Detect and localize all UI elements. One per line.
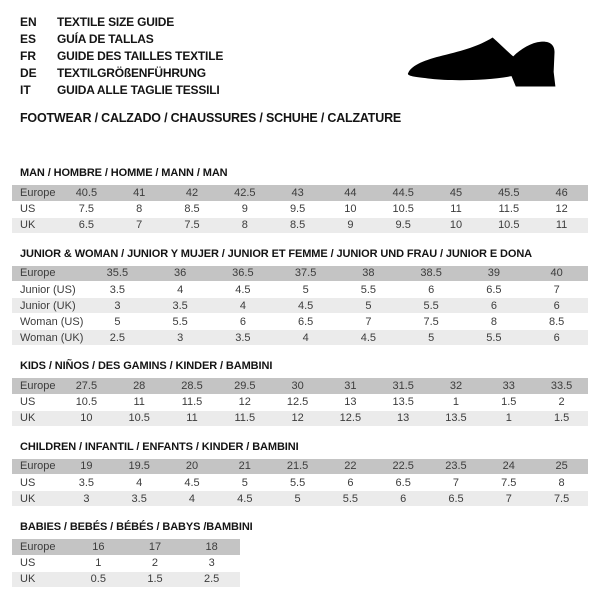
size-cell: 25 [535, 459, 588, 475]
size-cell: 1.5 [535, 410, 588, 426]
size-cell: 20 [166, 459, 219, 475]
size-cell: 46 [535, 185, 588, 201]
size-table-section [12, 440, 588, 508]
size-cell: 6.5 [463, 282, 526, 298]
size-cell: 40 [525, 266, 588, 282]
size-cell: 12.5 [324, 410, 377, 426]
size-cell: 10 [324, 201, 377, 217]
size-cell: 5.5 [324, 491, 377, 507]
size-cell: 3 [149, 330, 212, 346]
size-cell: 6.5 [60, 217, 113, 233]
size-cell: 4 [166, 491, 219, 507]
size-cell: 24 [482, 459, 535, 475]
row-label: US [12, 394, 60, 410]
size-table-section [12, 359, 588, 427]
language-row [20, 48, 223, 65]
size-table [12, 185, 588, 234]
row-label: Europe [12, 459, 60, 475]
size-cell: 11.5 [482, 201, 535, 217]
size-cell: 0.5 [70, 571, 127, 587]
size-cell: 35.5 [86, 266, 149, 282]
size-cell: 7 [430, 475, 483, 491]
size-cell: 3.5 [149, 298, 212, 314]
size-cell: 12 [271, 410, 324, 426]
size-cell: 19.5 [113, 459, 166, 475]
size-cell: 6 [463, 298, 526, 314]
table-title: MAN / HOMBRE / HOMME / MANN / MAN [20, 167, 228, 179]
shoe-icon [398, 33, 570, 97]
language-label: GUIDA ALLE TAGLIE TESSILI [57, 83, 220, 97]
language-label: TEXTILGRÖßENFÜHRUNG [57, 66, 206, 80]
size-cell: 7 [482, 491, 535, 507]
size-cell: 2 [535, 394, 588, 410]
size-cell: 4 [113, 475, 166, 491]
size-cell: 12 [535, 201, 588, 217]
row-label: Junior (UK) [12, 298, 86, 314]
size-cell: 36 [149, 266, 212, 282]
table-row [12, 571, 240, 587]
size-cell: 13 [324, 394, 377, 410]
table-row [12, 201, 588, 217]
size-cell: 9 [324, 217, 377, 233]
size-cell: 21.5 [271, 459, 324, 475]
size-table [12, 266, 588, 347]
size-cell: 7 [113, 217, 166, 233]
language-label: GUIDE DES TAILLES TEXTILE [57, 49, 224, 63]
table-row [12, 282, 588, 298]
size-cell: 3.5 [113, 491, 166, 507]
size-cell: 9.5 [271, 201, 324, 217]
size-cell: 6 [400, 282, 463, 298]
table-row [12, 459, 588, 475]
size-cell: 44 [324, 185, 377, 201]
size-cell: 22 [324, 459, 377, 475]
size-cell: 8 [535, 475, 588, 491]
size-cell: 43 [271, 185, 324, 201]
size-cell: 2.5 [183, 571, 240, 587]
size-cell: 11 [535, 217, 588, 233]
language-label: TEXTILE SIZE GUIDE [57, 15, 175, 29]
size-cell: 45.5 [482, 185, 535, 201]
size-cell: 1.5 [127, 571, 184, 587]
size-table-section [12, 166, 588, 234]
language-code: EN [20, 15, 37, 29]
table-row [12, 491, 588, 507]
table-row [12, 475, 588, 491]
table-row [12, 217, 588, 233]
size-cell: 1 [430, 394, 483, 410]
size-cell: 6.5 [274, 314, 337, 330]
size-cell: 4.5 [337, 330, 400, 346]
size-cell: 41 [113, 185, 166, 201]
size-cell: 6.5 [377, 475, 430, 491]
table-row [12, 314, 588, 330]
table-row [12, 298, 588, 314]
size-cell: 2 [127, 555, 184, 571]
size-cell: 31 [324, 378, 377, 394]
size-cell: 30 [271, 378, 324, 394]
language-row [20, 31, 223, 48]
language-row [20, 14, 223, 31]
size-table [12, 378, 588, 427]
row-label: Junior (US) [12, 282, 86, 298]
size-cell: 39 [463, 266, 526, 282]
size-cell: 45 [430, 185, 483, 201]
size-cell: 4.5 [166, 475, 219, 491]
size-cell: 44.5 [377, 185, 430, 201]
size-cell: 12.5 [271, 394, 324, 410]
size-cell: 16 [70, 539, 127, 555]
size-cell: 4.5 [212, 282, 275, 298]
size-cell: 12 [218, 394, 271, 410]
size-cell: 3.5 [60, 475, 113, 491]
language-code: IT [20, 83, 31, 97]
size-cell: 5.5 [149, 314, 212, 330]
row-label: UK [12, 217, 60, 233]
size-tables [12, 166, 588, 600]
size-cell: 8 [113, 201, 166, 217]
category-line: FOOTWEAR / CALZADO / CHAUSSURES / SCHUHE / CALZATURE [20, 111, 402, 125]
size-cell: 18 [183, 539, 240, 555]
table-row [12, 266, 588, 282]
size-cell: 10 [430, 217, 483, 233]
size-cell: 11.5 [218, 410, 271, 426]
row-label: Woman (UK) [12, 330, 86, 346]
size-cell: 17 [127, 539, 184, 555]
size-cell: 5 [218, 475, 271, 491]
size-cell: 8 [218, 217, 271, 233]
size-cell: 6 [525, 330, 588, 346]
size-cell: 5.5 [337, 282, 400, 298]
size-cell: 13 [377, 410, 430, 426]
size-cell: 7.5 [482, 475, 535, 491]
size-cell: 40.5 [60, 185, 113, 201]
size-table-section [12, 520, 588, 588]
table-row [12, 394, 588, 410]
size-cell: 28 [113, 378, 166, 394]
row-label: Europe [12, 539, 70, 555]
size-cell: 5.5 [463, 330, 526, 346]
size-cell: 32 [430, 378, 483, 394]
size-cell: 8.5 [525, 314, 588, 330]
size-cell: 3.5 [86, 282, 149, 298]
size-cell: 6.5 [430, 491, 483, 507]
row-label: Woman (US) [12, 314, 86, 330]
size-cell: 11 [113, 394, 166, 410]
size-table [12, 459, 588, 508]
size-cell: 9 [218, 201, 271, 217]
table-row [12, 185, 588, 201]
size-cell: 4.5 [218, 491, 271, 507]
language-code: DE [20, 66, 37, 80]
table-title: BABIES / BEBÉS / BÉBÉS / BABYS /BAMBINI [20, 521, 253, 533]
row-label: Europe [12, 378, 60, 394]
size-cell: 5 [274, 282, 337, 298]
size-cell: 31.5 [377, 378, 430, 394]
size-cell: 38 [337, 266, 400, 282]
size-cell: 7 [525, 282, 588, 298]
size-cell: 10.5 [482, 217, 535, 233]
size-cell: 4 [149, 282, 212, 298]
size-cell: 6 [324, 475, 377, 491]
row-label: US [12, 201, 60, 217]
size-cell: 13.5 [377, 394, 430, 410]
table-title: KIDS / NIÑOS / DES GAMINS / KINDER / BAMBINI [20, 360, 273, 372]
size-cell: 5.5 [271, 475, 324, 491]
size-cell: 5 [271, 491, 324, 507]
size-cell: 1 [70, 555, 127, 571]
size-cell: 7.5 [166, 217, 219, 233]
size-cell: 42.5 [218, 185, 271, 201]
size-cell: 8 [463, 314, 526, 330]
size-cell: 6 [377, 491, 430, 507]
size-table [12, 539, 240, 588]
size-cell: 4 [212, 298, 275, 314]
row-label: US [12, 555, 70, 571]
size-cell: 2.5 [86, 330, 149, 346]
row-label: UK [12, 410, 60, 426]
size-cell: 5 [337, 298, 400, 314]
language-code: FR [20, 49, 36, 63]
language-code: ES [20, 32, 37, 46]
size-cell: 19 [60, 459, 113, 475]
size-cell: 6 [212, 314, 275, 330]
row-label: UK [12, 491, 60, 507]
size-cell: 37.5 [274, 266, 337, 282]
size-cell: 7 [337, 314, 400, 330]
size-cell: 33.5 [535, 378, 588, 394]
size-cell: 22.5 [377, 459, 430, 475]
row-label: UK [12, 571, 70, 587]
size-cell: 7.5 [400, 314, 463, 330]
row-label: US [12, 475, 60, 491]
size-cell: 11.5 [166, 394, 219, 410]
table-row [12, 410, 588, 426]
size-cell: 1 [482, 410, 535, 426]
size-cell: 38.5 [400, 266, 463, 282]
size-cell: 3 [183, 555, 240, 571]
size-cell: 8.5 [271, 217, 324, 233]
size-cell: 4 [274, 330, 337, 346]
size-cell: 5.5 [400, 298, 463, 314]
size-cell: 33 [482, 378, 535, 394]
size-cell: 28.5 [166, 378, 219, 394]
size-cell: 10.5 [60, 394, 113, 410]
size-cell: 10 [60, 410, 113, 426]
language-row [20, 65, 223, 82]
size-cell: 36.5 [212, 266, 275, 282]
size-cell: 3 [60, 491, 113, 507]
size-cell: 11 [166, 410, 219, 426]
row-label: Europe [12, 185, 60, 201]
size-cell: 21 [218, 459, 271, 475]
table-row [12, 378, 588, 394]
size-cell: 10.5 [377, 201, 430, 217]
size-cell: 8.5 [166, 201, 219, 217]
size-cell: 3.5 [212, 330, 275, 346]
size-cell: 6 [525, 298, 588, 314]
size-cell: 13.5 [430, 410, 483, 426]
size-cell: 1.5 [482, 394, 535, 410]
size-cell: 27.5 [60, 378, 113, 394]
table-row [12, 330, 588, 346]
size-cell: 7.5 [535, 491, 588, 507]
size-cell: 11 [430, 201, 483, 217]
size-cell: 23.5 [430, 459, 483, 475]
size-cell: 5 [86, 314, 149, 330]
size-table-section [12, 247, 588, 347]
size-cell: 7.5 [60, 201, 113, 217]
size-cell: 9.5 [377, 217, 430, 233]
language-label: GUÍA DE TALLAS [57, 32, 154, 46]
table-row [12, 539, 240, 555]
row-label: Europe [12, 266, 86, 282]
language-row [20, 82, 223, 99]
table-row [12, 555, 240, 571]
table-title: JUNIOR & WOMAN / JUNIOR Y MUJER / JUNIOR ET FEMME / JUNIOR UND FRAU / JUNIOR E DONA [20, 247, 533, 260]
size-cell: 4.5 [274, 298, 337, 314]
size-cell: 29.5 [218, 378, 271, 394]
size-cell: 42 [166, 185, 219, 201]
language-list [20, 14, 223, 99]
table-title: CHILDREN / INFANTIL / ENFANTS / KINDER / BAMBINI [20, 440, 299, 453]
size-cell: 3 [86, 298, 149, 314]
size-cell: 10.5 [113, 410, 166, 426]
size-cell: 5 [400, 330, 463, 346]
